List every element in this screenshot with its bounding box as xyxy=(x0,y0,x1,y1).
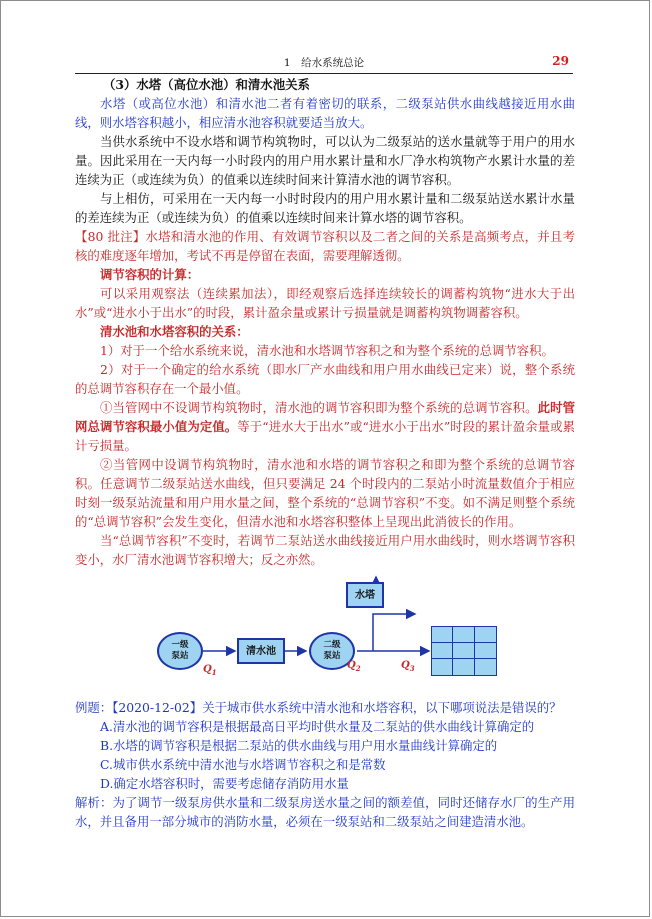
calc-text: 可以采用观察法（连续累加法），即经观察后选择连续较长的调蓄构筑物“进水大于出水”或“进水小于出水”的时段，累计盈余量或累计亏损量就是调蓄构筑物调蓄容积。 xyxy=(75,286,575,320)
grid-network-icon xyxy=(431,626,497,676)
page-header xyxy=(75,55,573,74)
chapter-title: 1 给水系统总论 xyxy=(283,57,365,69)
relation-heading: 清水池和水塔容积的关系： xyxy=(100,324,249,339)
relation-case-2: ②当管网中设调节构筑物时，清水池和水塔的调节容积之和即为整个系统的总调节容积。任意调节二级泵站送水曲线，但只要满足 24 个时段内的二泵站小时流量数值介于相应时刻一级泵站流量和用户用水量之间，整个系统的“总调节容积”不变。如不满足则整个系统的“总调节容积”会发生变化，但清水池和水塔容积整体上呈现出此消彼长的作用。 xyxy=(75,457,575,529)
page-content xyxy=(75,75,575,831)
annotation-note: 【80 批注】水塔和清水池的作用、有效调节容积以及二者之间的关系是高频考点，并且考核的难度逐年增加，考试不再是停留在表面，需要理解透彻。 xyxy=(75,229,575,263)
page-number: 29 xyxy=(552,54,569,68)
label-q3: $Q_3$ xyxy=(401,660,415,673)
paragraph-tank-volume: 当供水系统中不设水塔和调节构筑物时，可以认为二级泵站的送水量就等于用户的用水量。因此采用在一天内每一小时段内的用户用水累计量和水厂净水构筑物产水累计水量的差连续为正（或连续为负）的值乘以连续时间来计算清水池的调节容积。 xyxy=(75,134,575,187)
paragraph-tower-tank-relation: 水塔（或高位水池）和清水池二者有着密切的联系，二级泵站供水曲线越接近用水曲线，则水塔容积越小，相应清水池容积就要适当放大。 xyxy=(75,96,575,130)
section-title: （3）水塔（高位水池）和清水池关系 xyxy=(103,77,310,92)
arrow-to-tower xyxy=(373,614,415,651)
case-1-text: ①当管网中不设调节构筑物时，清水池的调节容积即为整个系统的总调节容积。 xyxy=(100,400,538,415)
clear-water-tank: 清水池 xyxy=(237,638,285,664)
water-supply-diagram xyxy=(75,572,575,696)
pump1-label-line2: 泵站 xyxy=(171,651,189,661)
option-d: D.确定水塔容积时，需要考虑储存消防用水量 xyxy=(100,776,349,791)
pump2-label-line2: 泵站 xyxy=(323,651,341,661)
relation-item-1: 1）对于一个给水系统来说，清水池和水塔调节容积之和为整个系统的总调节容积。 xyxy=(100,343,554,358)
pump1-label-line1: 一级 xyxy=(171,640,189,650)
option-a: A.清水池的调节容积是根据最高日平均时供水量及二泵站的供水曲线计算确定的 xyxy=(100,719,535,734)
case-1-emphasis: 此时管网总调节容积最小值为定值。 xyxy=(75,400,576,434)
pump2-label-line1: 二级 xyxy=(323,640,341,650)
calc-heading: 调节容积的计算： xyxy=(100,267,200,282)
example-question: 例题：【2020-12-02】关于城市供水系统中清水池和水塔容积，以下哪项说法是错误的？ xyxy=(75,700,562,715)
label-q2: $Q_2$ xyxy=(347,660,361,673)
label-q1: $Q_1$ xyxy=(203,664,217,677)
relation-case-1 xyxy=(75,398,575,455)
first-pump-station xyxy=(157,632,203,670)
option-b: B.水塔的调节容积是根据二泵站的供水曲线与用户用水量曲线计算确定的 xyxy=(100,738,498,753)
paragraph-tower-volume: 与上相仿，可采用在一天内每一小时时段内的用户用水累计量和二级泵站送水累计水量的差连续为正（或连续为负）的值乘以连续时间来计算水塔的调节容积。 xyxy=(75,191,575,225)
relation-item-2: 2）对于一个确定的给水系统（即水厂产水曲线和用户用水曲线已定来）说，整个系统的总调节容积存在一个最小值。 xyxy=(75,362,575,396)
case-1-text-end: 等于“进水大于出水”或“进水小于出水”时段的累计盈余量或累计亏损量。 xyxy=(75,419,576,453)
final-paragraph: 当“总调节容积”不变时，若调节二泵站送水曲线接近用户用水曲线时，则水塔调节容积变小，水厂清水池调节容积增大；反之亦然。 xyxy=(75,533,575,567)
water-tower: 水塔 xyxy=(346,582,384,608)
option-c: C.城市供水系统中清水池与水塔调节容积之和是常数 xyxy=(100,757,386,772)
example-analysis: 解析：为了调节一级泵房供水量和二级泵房送水量之间的额差值，同时还储存水厂的生产用水，并且备用一部分城市的消防水量，必须在一级泵站和二级泵站之间建造清水池。 xyxy=(75,795,575,829)
